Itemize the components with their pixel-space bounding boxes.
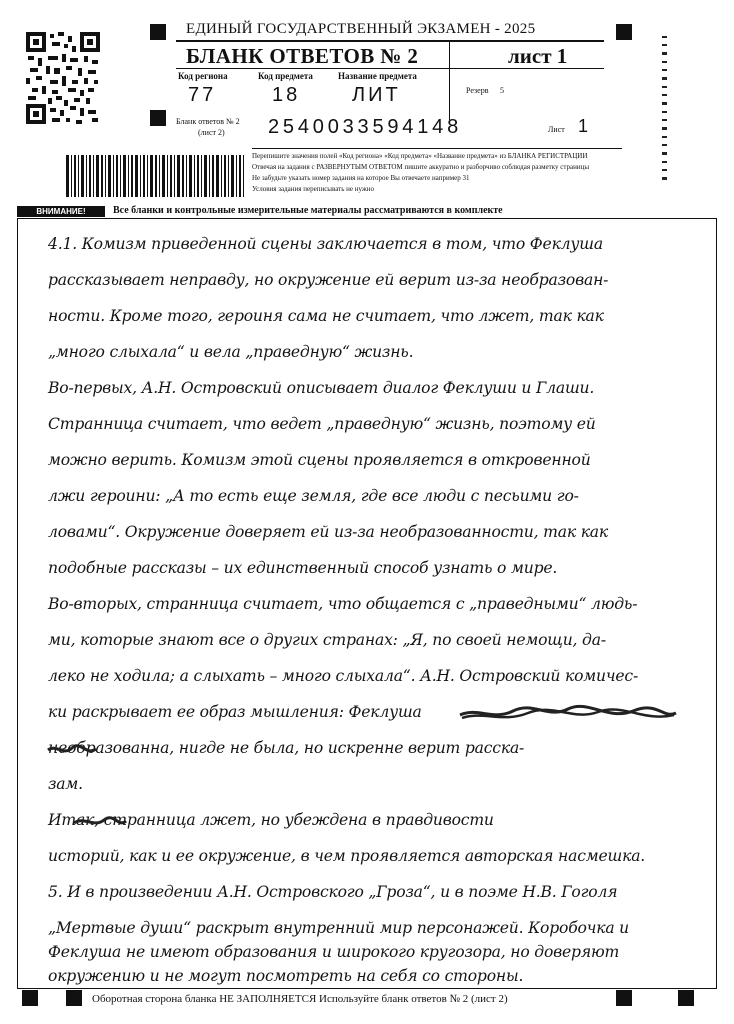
handwritten-line: зам.: [48, 775, 83, 793]
instruction-line: Перепишите значения полей «Код региона» «Код предмета» «Название предмета» из БЛАНКА РЕГИСТРАЦИИ: [252, 152, 588, 160]
header-separator: [449, 42, 450, 120]
alignment-marker-bottom-left-2: [66, 990, 82, 1006]
handwritten-line: Во-вторых, странница считает, что общается с „праведными“ людь-: [48, 595, 638, 613]
handwritten-line: подобные рассказы – их единственный способ узнать о мире.: [48, 559, 558, 577]
alignment-marker-bottom-left: [22, 990, 38, 1006]
subject-code-value: 18: [272, 84, 301, 106]
sheet-number-value: 1: [578, 116, 592, 136]
handwritten-line: леко не ходила; а слыхать – много слыхала“. А.Н. Островский комичес-: [48, 667, 639, 685]
alignment-marker-bottom-right-2: [678, 990, 694, 1006]
instruction-line: Условия задания переписывать не нужно: [252, 185, 374, 193]
alignment-marker-bottom-right: [616, 990, 632, 1006]
instructions-block: [252, 148, 622, 193]
form-title: БЛАНК ОТВЕТОВ № 2: [186, 44, 419, 68]
handwritten-line: ми, которые знают все о других странах: „Я, по своей немощи, да-: [48, 631, 606, 649]
handwritten-line: ки раскрывает ее образ мышления: Феклуша: [48, 703, 422, 721]
handwritten-line: рассказывает неправду, но окружение ей верит из-за необразован-: [48, 271, 609, 289]
alignment-marker-mid-left: [150, 110, 166, 126]
handwritten-line: ности. Кроме того, героиня сама не считает, что лжет, так как: [48, 307, 604, 325]
answer-form-sublabel: (лист 2): [198, 128, 225, 137]
subject-name-value: ЛИТ: [352, 84, 401, 106]
answer-area: [17, 218, 717, 989]
handwritten-line: окружению и не могут посмотреть на себя со стороны.: [48, 967, 524, 985]
sheet-number-label: Лист: [548, 125, 565, 134]
instruction-line: Не забудьте указать номер задания на которое Вы отвечаете например 31: [252, 174, 470, 182]
handwritten-line: необразованна, нигде не была, но искренне верит расска-: [48, 739, 525, 757]
crossed-out-scribble-icon: [46, 741, 98, 759]
handwritten-line: „Мертвые души“ раскрыт внутренний мир персонажей. Коробочка и: [48, 919, 630, 937]
header-divider-2: [176, 68, 604, 69]
subject-code-label: Код предмета: [258, 71, 313, 81]
instruction-line: Отвечая на задания с РАЗВЕРНУТЫМ ОТВЕТОМ пишите аккуратно и разборчиво соблюдая разметку страницы: [252, 163, 590, 171]
alignment-marker-top-left: [150, 24, 166, 40]
form-number: 2540033594148: [268, 116, 462, 138]
handwritten-line: 4.1. Комизм приведенной сцены заключается в том, что Феклуша: [48, 235, 603, 253]
region-code-value: 77: [188, 84, 217, 106]
handwritten-line: лжи героини: „А то есть еще земля, где все люди с песьими го-: [48, 487, 579, 505]
barcode-icon: [66, 155, 244, 197]
answer-form-label: Бланк ответов № 2: [176, 117, 240, 126]
reserve-label: Резерв: [466, 86, 489, 95]
crossed-out-scribble-icon: [72, 813, 128, 831]
crossed-out-scribble-icon: [458, 703, 678, 725]
handwritten-line: Итак, странница лжет, но убеждена в правдивости: [48, 811, 494, 829]
handwritten-line: можно верить. Комизм этой сцены проявляется в откровенной: [48, 451, 591, 469]
qr-code-icon: [26, 32, 100, 124]
exam-title: ЕДИНЫЙ ГОСУДАРСТВЕННЫЙ ЭКЗАМЕН - 2025: [186, 21, 536, 37]
sheet-label: лист 1: [508, 44, 568, 68]
region-code-label: Код региона: [178, 71, 228, 81]
handwritten-line: Феклуша не имеют образования и широкого кругозора, но доверяют: [48, 943, 620, 961]
handwritten-line: Во-первых, А.Н. Островский описывает диалог Феклуши и Глаши.: [48, 379, 595, 397]
handwritten-line: 5. И в произведении А.Н. Островского „Гроза“, и в поэме Н.В. Гоголя: [48, 883, 618, 901]
reserve-value: 5: [500, 86, 504, 95]
warning-label: ВНИМАНИЕ!: [17, 206, 105, 217]
handwritten-line: „много слыхала“ и вела „праведную“ жизнь.: [48, 343, 414, 361]
warning-bar: [17, 206, 717, 217]
handwritten-line: ловами“. Окружение доверяет ей из-за необразованности, так как: [48, 523, 609, 541]
footer-text: Оборотная сторона бланка НЕ ЗАПОЛНЯЕТСЯ Используйте бланк ответов № 2 (лист 2): [92, 993, 508, 1005]
warning-text: Все бланки и контрольные измерительные материалы рассматриваются в комплекте: [113, 205, 503, 216]
timing-track-icon: [662, 36, 668, 186]
handwritten-line: историй, как и ее окружение, в чем проявляется авторская насмешка.: [48, 847, 646, 865]
header-divider: [176, 40, 604, 42]
handwritten-line: Странница считает, что ведет „праведную“ жизнь, поэтому ей: [48, 415, 596, 433]
subject-name-label: Название предмета: [338, 71, 417, 81]
alignment-marker-top-right: [616, 24, 632, 40]
